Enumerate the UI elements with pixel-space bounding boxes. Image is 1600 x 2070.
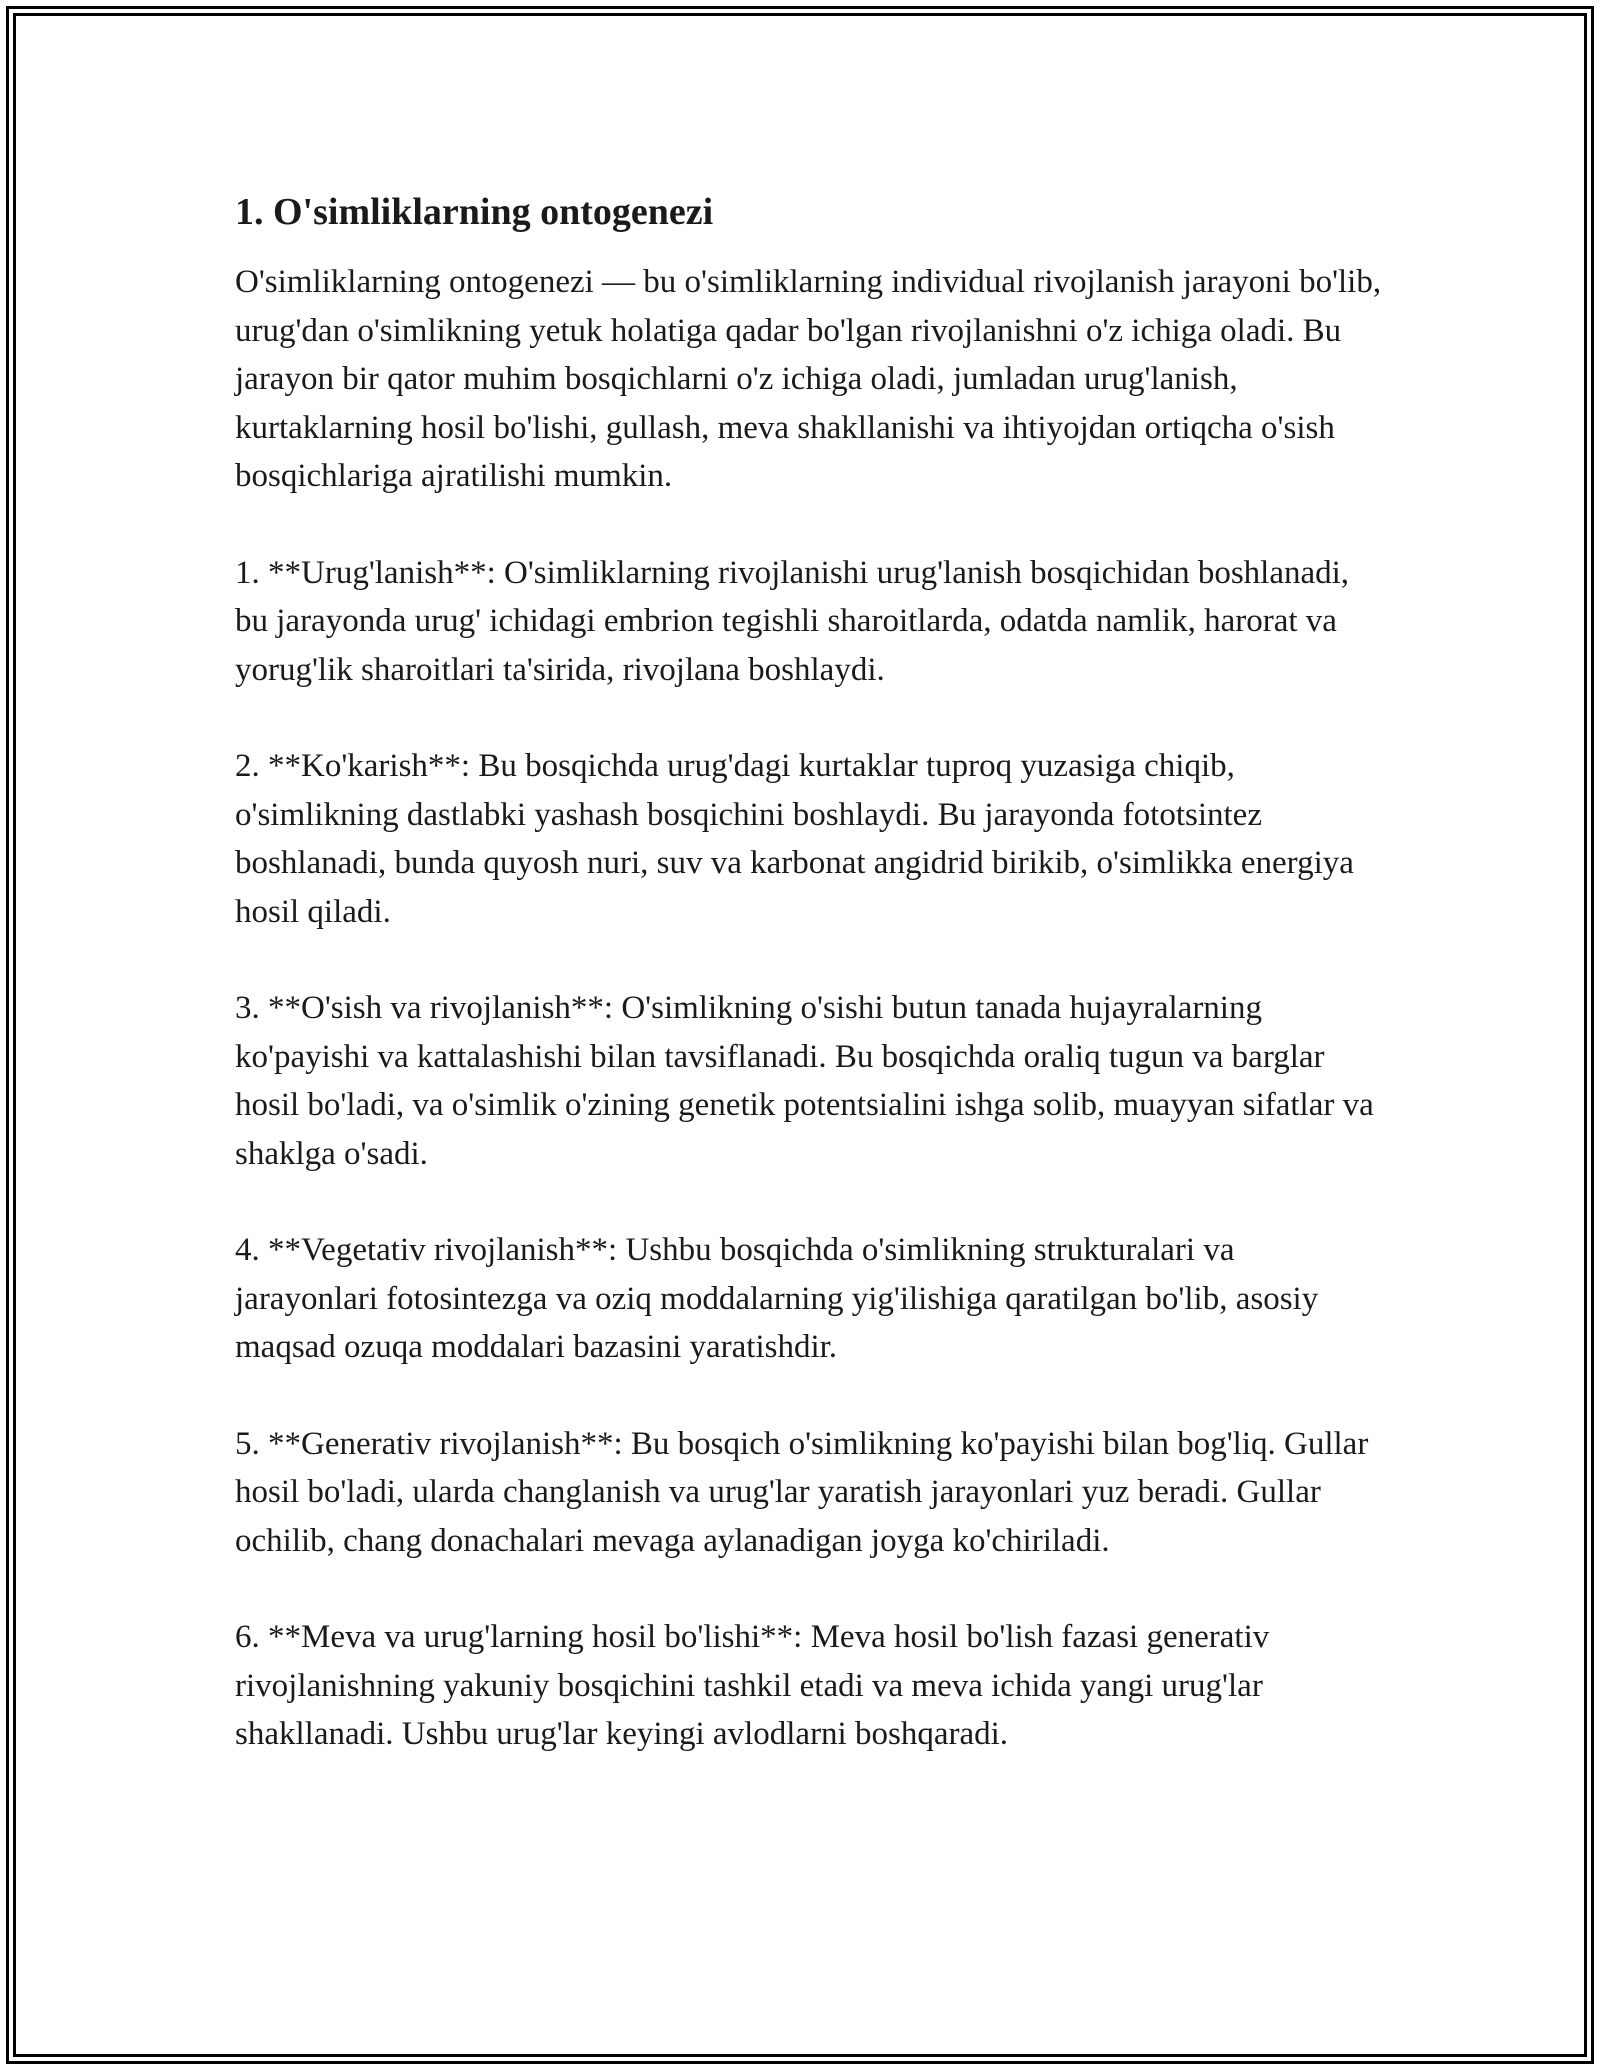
list-item-urug-lanish: 1. **Urug'lanish**: O'simliklarning rivojlanishi urug'lanish bosqichidan boshlanadi, bu jarayonda urug' ichidagi embrion tegishli sharoitlarda, odatda namlik, harorat va yorug'lik sharoitlari ta'sirida, rivojlana boshlaydi. xyxy=(235,554,1350,688)
list-item-vegetativ-rivojlanish: 4. **Vegetativ rivojlanish**: Ushbu bosqichda o'simlikning strukturalari va jarayonlari fotosintezga va oziq moddalarning yig'ilishiga qaratilgan bo'lib, asosiy maqsad ozuqa moddalari bazasini yaratishdir. xyxy=(235,1232,1319,1365)
list-item-o-sish-va-rivojlanish: 3. **O'sish va rivojlanish**: O'simlikning o'sishi butun tanada hujayralarning ko'payishi va kattalashishi bilan tavsiflanadi. Bu bosqichda oraliq tugun va barglar hosil bo'ladi, va o'simlik o'zining genetik potentsialini ishga solib, muayyan sifatlar va shaklga o'sadi. xyxy=(235,990,1374,1172)
list-item-generativ-rivojlanish: 5. **Generativ rivojlanish**: Bu bosqich o'simlikning ko'payishi bilan bog'liq. Gullar hosil bo'ladi, ularda changlanish va urug'lar yaratish jarayonlari yuz beradi. Gullar ochilib, chang donachalari mevaga aylanadigan joyga ko'chiriladi. xyxy=(235,1425,1369,1559)
document-body xyxy=(235,186,1385,1807)
section-heading: 1. O'simliklarning ontogenezi xyxy=(235,191,714,233)
list-item-meva-va-urug-lar: 6. **Meva va urug'larning hosil bo'lishi**: Meva hosil bo'lish fazasi generativ rivojlanishning yakuniy bosqichini tashkil etadi va meva ichida yangi urug'lar shakllanadi. Ushbu urug'lar keyingi avlodlarni boshqaradi. xyxy=(235,1619,1270,1752)
list-item-ko-karish: 2. **Ko'karish**: Bu bosqichda urug'dagi kurtaklar tuproq yuzasiga chiqib, o'simlikning dastlabki yashash bosqichini boshlaydi. Bu jarayonda fototsintez boshlanadi, bunda quyosh nuri, suv va karbonat angidrid birikib, o'simlikka energiya hosil qiladi. xyxy=(235,748,1354,930)
intro-paragraph: O'simliklarning ontogenezi — bu o'simliklarning individual rivojlanish jarayoni bo'lib, urug'dan o'simlikning yetuk holatiga qadar bo'lgan rivojlanishni o'z ichiga oladi. Bu jarayon bir qator muhim bosqichlarni o'z ichiga oladi, jumladan urug'lanish, kurtaklarning hosil bo'lishi, gullash, meva shakllanishi va ihtiyojdan ortiqcha o'sish bosqichlariga ajratilishi mumkin. xyxy=(235,264,1382,494)
